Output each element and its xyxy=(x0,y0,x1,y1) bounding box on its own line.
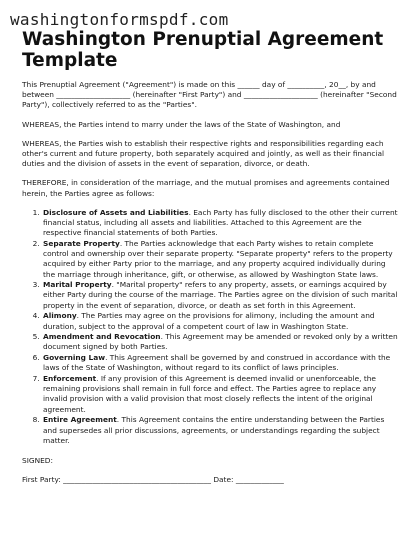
clause-heading: Separate Property xyxy=(43,238,120,248)
clause-item xyxy=(42,374,400,415)
clause-item xyxy=(42,332,400,352)
clause-text: . The Parties may agree on the provisions for alimony, including the amount and duration, subject to the approval of a competent court of law in Washington State. xyxy=(43,311,375,331)
clause-heading: Marital Property xyxy=(43,280,112,290)
clause-item xyxy=(42,311,400,331)
intro-paragraph: This Prenuptial Agreement ("Agreement") is made on this ______ day of __________, 20__, by and between ____________________ (hereinafter "First Party") and ____________________ (hereinafter "Second Party"), collectively referred to as the "Parties". xyxy=(22,80,397,110)
clause-item xyxy=(42,280,400,311)
signed-label: SIGNED: xyxy=(22,456,53,465)
clause-heading: Amendment and Revocation xyxy=(43,332,161,342)
clause-text: . The Parties acknowledge that each Party wishes to retain complete control and ownership over their separate property. "Separate property" refers to the property acquired by either Party prior to the marriage, and any property acquired individually during the marriage through inheritance, gift, or otherwise, as allowed by Washington State laws. xyxy=(43,238,393,279)
clause-heading: Alimony xyxy=(43,311,77,321)
clause-heading: Enforcement xyxy=(43,374,97,384)
document-body xyxy=(22,80,400,494)
clause-text: . This Agreement may be amended or revoked only by a written document signed by both Parties. xyxy=(43,332,398,352)
clause-item xyxy=(42,239,400,280)
clause-text: . If any provision of this Agreement is deemed invalid or unenforceable, the remaining provisions shall remain in full force and effect. The Parties agree to replace any invalid provision with a valid provision that most closely reflects the intent of the original agreement. xyxy=(43,374,377,414)
clause-item xyxy=(42,208,400,239)
whereas-paragraph-2: WHEREAS, the Parties wish to establish their respective rights and responsibilities regarding each other's current and future property, both separately acquired and jointly, as well as their financial duties and the division of assets in the event of separation, divorce, or death. xyxy=(22,138,385,169)
therefore-paragraph: THEREFORE, in consideration of the marriage, and the mutual promises and agreements contained herein, the Parties agree as follows: xyxy=(22,178,390,198)
clause-heading: Disclosure of Assets and Liabilities xyxy=(43,207,189,217)
clause-heading: Governing Law xyxy=(43,353,106,363)
clause-text: . This Agreement contains the entire understanding between the Parties and supersedes all prior discussions, agreements, or understandings regarding the subject matter. xyxy=(43,415,385,445)
clause-text: . Each Party has fully disclosed to the other their current financial status, including all assets and liabilities. Attached to this Agreement are the respective financial statements of both Parties. xyxy=(43,207,398,238)
whereas-paragraph-1: WHEREAS, the Parties intend to marry under the laws of the State of Washington, and xyxy=(22,119,341,129)
clause-item xyxy=(42,415,400,446)
clause-item xyxy=(42,353,400,373)
first-party-signature-line: First Party: ________________________________________ Date: _____________ xyxy=(22,475,284,485)
site-watermark: washingtonformspdf.com xyxy=(10,10,229,29)
document-title: Washington Prenuptial Agreement Template xyxy=(22,29,384,71)
clause-text: . This Agreement shall be governed by and construed in accordance with the laws of the State of Washington, without regard to its conflict of laws principles. xyxy=(43,353,391,373)
clause-heading: Entire Agreement xyxy=(43,415,117,425)
clause-text: . "Marital property" refers to any property, assets, or earnings acquired by either Party during the course of the marriage. The Parties agree on the division of such marital property in the event of separation, divorce, or death as set forth in this Agreement. xyxy=(43,280,398,310)
clause-list xyxy=(22,208,400,446)
